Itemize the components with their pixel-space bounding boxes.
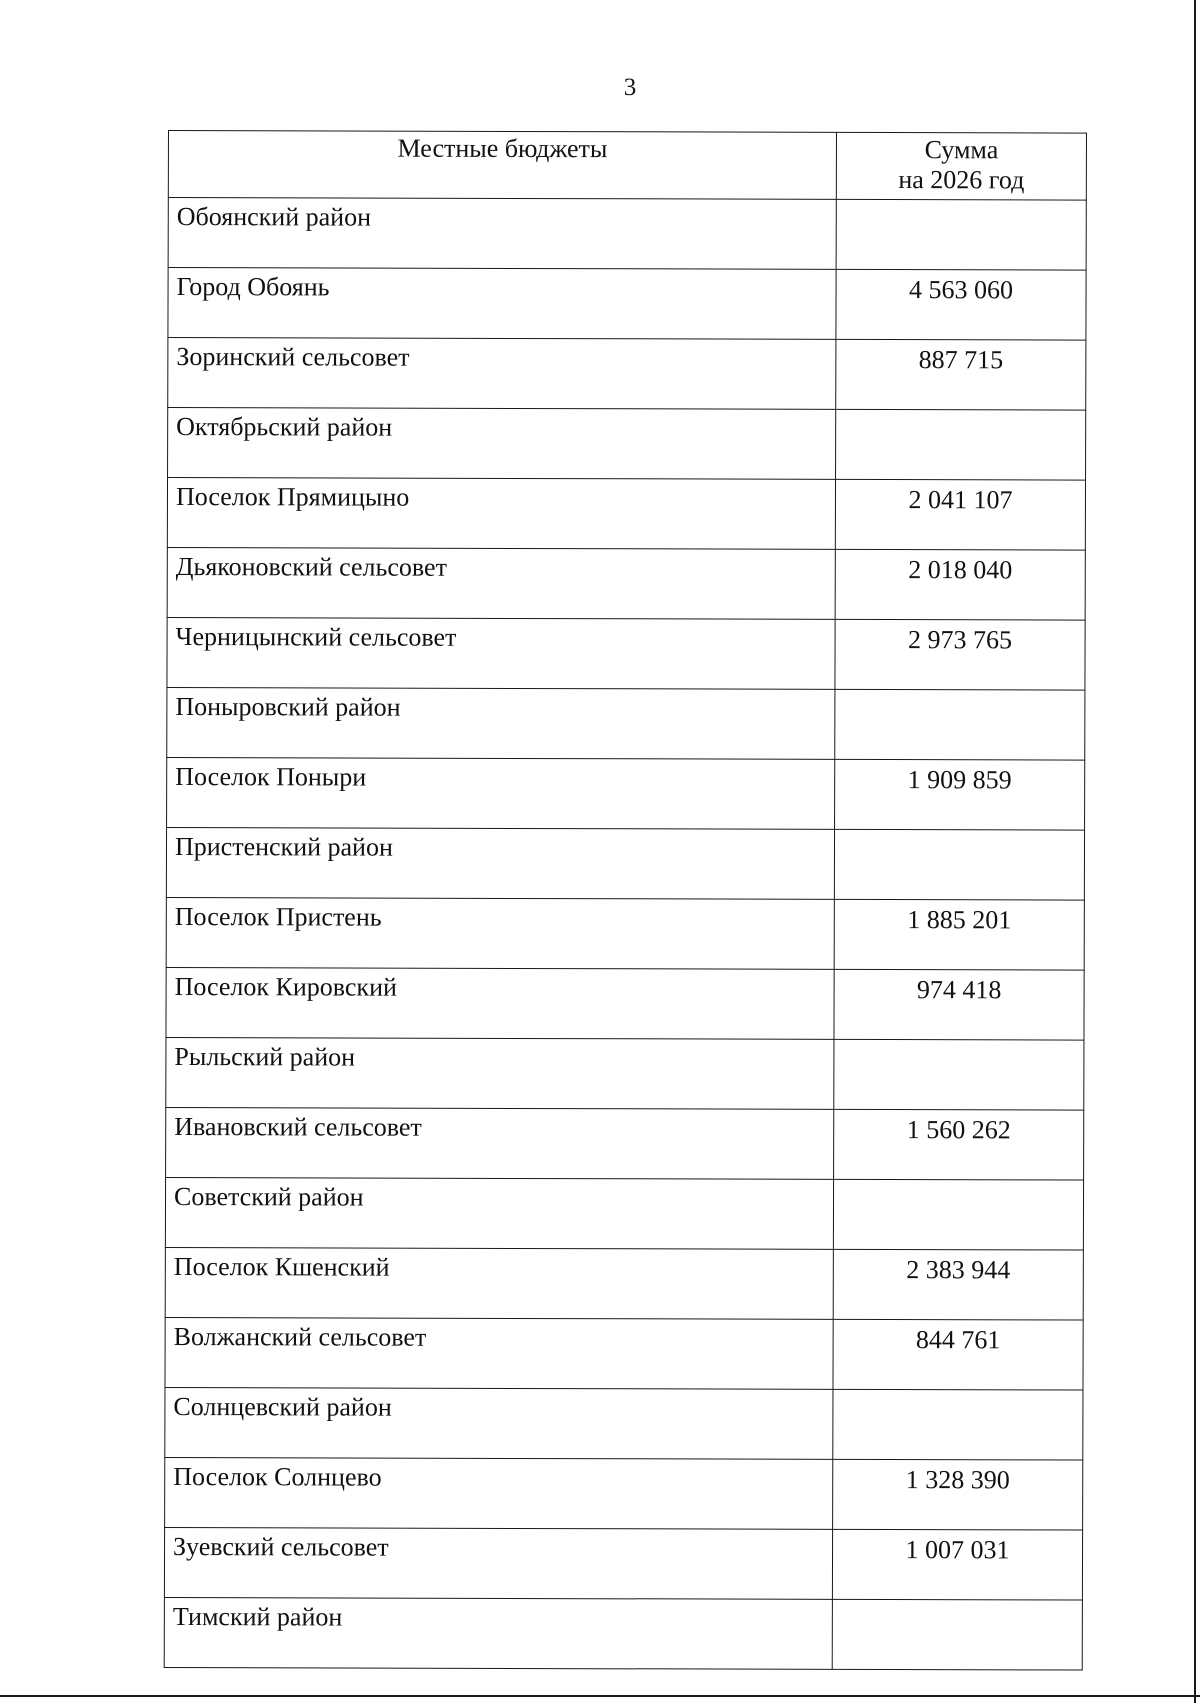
budget-name-cell: Поныровский район bbox=[167, 687, 835, 759]
budget-name-cell: Обоянский район bbox=[168, 198, 836, 270]
table-row bbox=[167, 687, 1085, 760]
budget-sum-cell bbox=[834, 829, 1084, 900]
budget-name-cell: Черницынский сельсовет bbox=[167, 617, 835, 689]
budget-sum-cell: 844 761 bbox=[833, 1319, 1083, 1390]
header-year-label: на 2026 год bbox=[898, 165, 1025, 195]
table-row bbox=[166, 1107, 1084, 1180]
budget-name-cell: Зоринский сельсовет bbox=[168, 338, 836, 410]
table-header-row bbox=[168, 131, 1086, 201]
table-row bbox=[165, 1317, 1083, 1390]
budget-name-cell: Поселок Кировский bbox=[166, 967, 834, 1039]
budget-sum-cell bbox=[833, 1179, 1083, 1250]
budget-name-cell: Поселок Поныри bbox=[167, 757, 835, 829]
page-number: 3 bbox=[623, 74, 637, 101]
table-row bbox=[165, 1387, 1083, 1460]
header-local-budgets: Местные бюджеты bbox=[168, 131, 836, 200]
budget-sum-cell: 1 560 262 bbox=[834, 1109, 1084, 1180]
table-row bbox=[167, 547, 1085, 620]
budget-sum-cell bbox=[832, 1599, 1082, 1670]
budget-name-cell: Поселок Солнцево bbox=[165, 1457, 833, 1529]
budget-name-cell: Дьяконовский сельсовет bbox=[167, 547, 835, 619]
budget-sum-cell: 887 715 bbox=[836, 339, 1086, 410]
budget-sum-cell bbox=[835, 689, 1085, 760]
budget-name-cell: Поселок Кшенский bbox=[165, 1247, 833, 1319]
budget-sum-cell: 1 328 390 bbox=[833, 1459, 1083, 1530]
budget-name-cell: Тимский район bbox=[164, 1597, 832, 1669]
budget-sum-cell bbox=[836, 199, 1086, 270]
table-row bbox=[164, 1597, 1082, 1670]
table-row bbox=[168, 268, 1086, 341]
budget-sum-cell: 1 885 201 bbox=[834, 899, 1084, 970]
budget-name-cell: Поселок Пристень bbox=[166, 897, 834, 969]
budget-name-cell: Рыльский район bbox=[166, 1037, 834, 1109]
table-row bbox=[168, 198, 1086, 271]
budget-sum-cell bbox=[834, 1039, 1084, 1110]
table-row bbox=[166, 827, 1084, 900]
budget-name-cell: Город Обоянь bbox=[168, 268, 836, 340]
budget-sum-cell bbox=[836, 409, 1086, 480]
budget-sum-cell: 1 007 031 bbox=[832, 1529, 1082, 1600]
budget-name-cell: Зуевский сельсовет bbox=[164, 1527, 832, 1599]
table-row bbox=[165, 1247, 1083, 1320]
budget-name-cell: Волжанский сельсовет bbox=[165, 1317, 833, 1389]
budget-sum-cell bbox=[833, 1389, 1083, 1460]
table-row bbox=[166, 1037, 1084, 1110]
budget-sum-cell: 974 418 bbox=[834, 969, 1084, 1040]
budget-sum-cell: 1 909 859 bbox=[835, 759, 1085, 830]
page-edge-right bbox=[1194, 0, 1196, 1703]
table-row bbox=[168, 338, 1086, 411]
budget-table bbox=[164, 130, 1087, 1671]
budget-name-cell: Ивановский сельсовет bbox=[166, 1107, 834, 1179]
header-sum-2026 bbox=[836, 132, 1086, 200]
table-row bbox=[165, 1457, 1083, 1530]
table-row bbox=[167, 757, 1085, 830]
budget-name-cell: Пристенский район bbox=[166, 827, 834, 899]
budget-sum-cell: 2 383 944 bbox=[833, 1249, 1083, 1320]
header-sum-label: Сумма bbox=[924, 135, 999, 165]
budget-name-cell: Советский район bbox=[165, 1177, 833, 1249]
budget-sum-cell: 2 041 107 bbox=[835, 479, 1085, 550]
budget-name-cell: Октябрьский район bbox=[168, 408, 836, 480]
table-row bbox=[164, 1527, 1082, 1600]
table-row bbox=[167, 617, 1085, 690]
budget-sum-cell: 2 018 040 bbox=[835, 549, 1085, 620]
table-row bbox=[165, 1177, 1083, 1250]
table-row bbox=[166, 967, 1084, 1040]
budget-sum-cell: 4 563 060 bbox=[836, 269, 1086, 340]
table-row bbox=[168, 408, 1086, 481]
page-edge-bottom bbox=[0, 1695, 1200, 1697]
budget-name-cell: Поселок Прямицыно bbox=[167, 478, 835, 550]
table-row bbox=[167, 478, 1085, 551]
budget-sum-cell: 2 973 765 bbox=[835, 619, 1085, 690]
table-row bbox=[166, 897, 1084, 970]
budget-name-cell: Солнцевский район bbox=[165, 1387, 833, 1459]
